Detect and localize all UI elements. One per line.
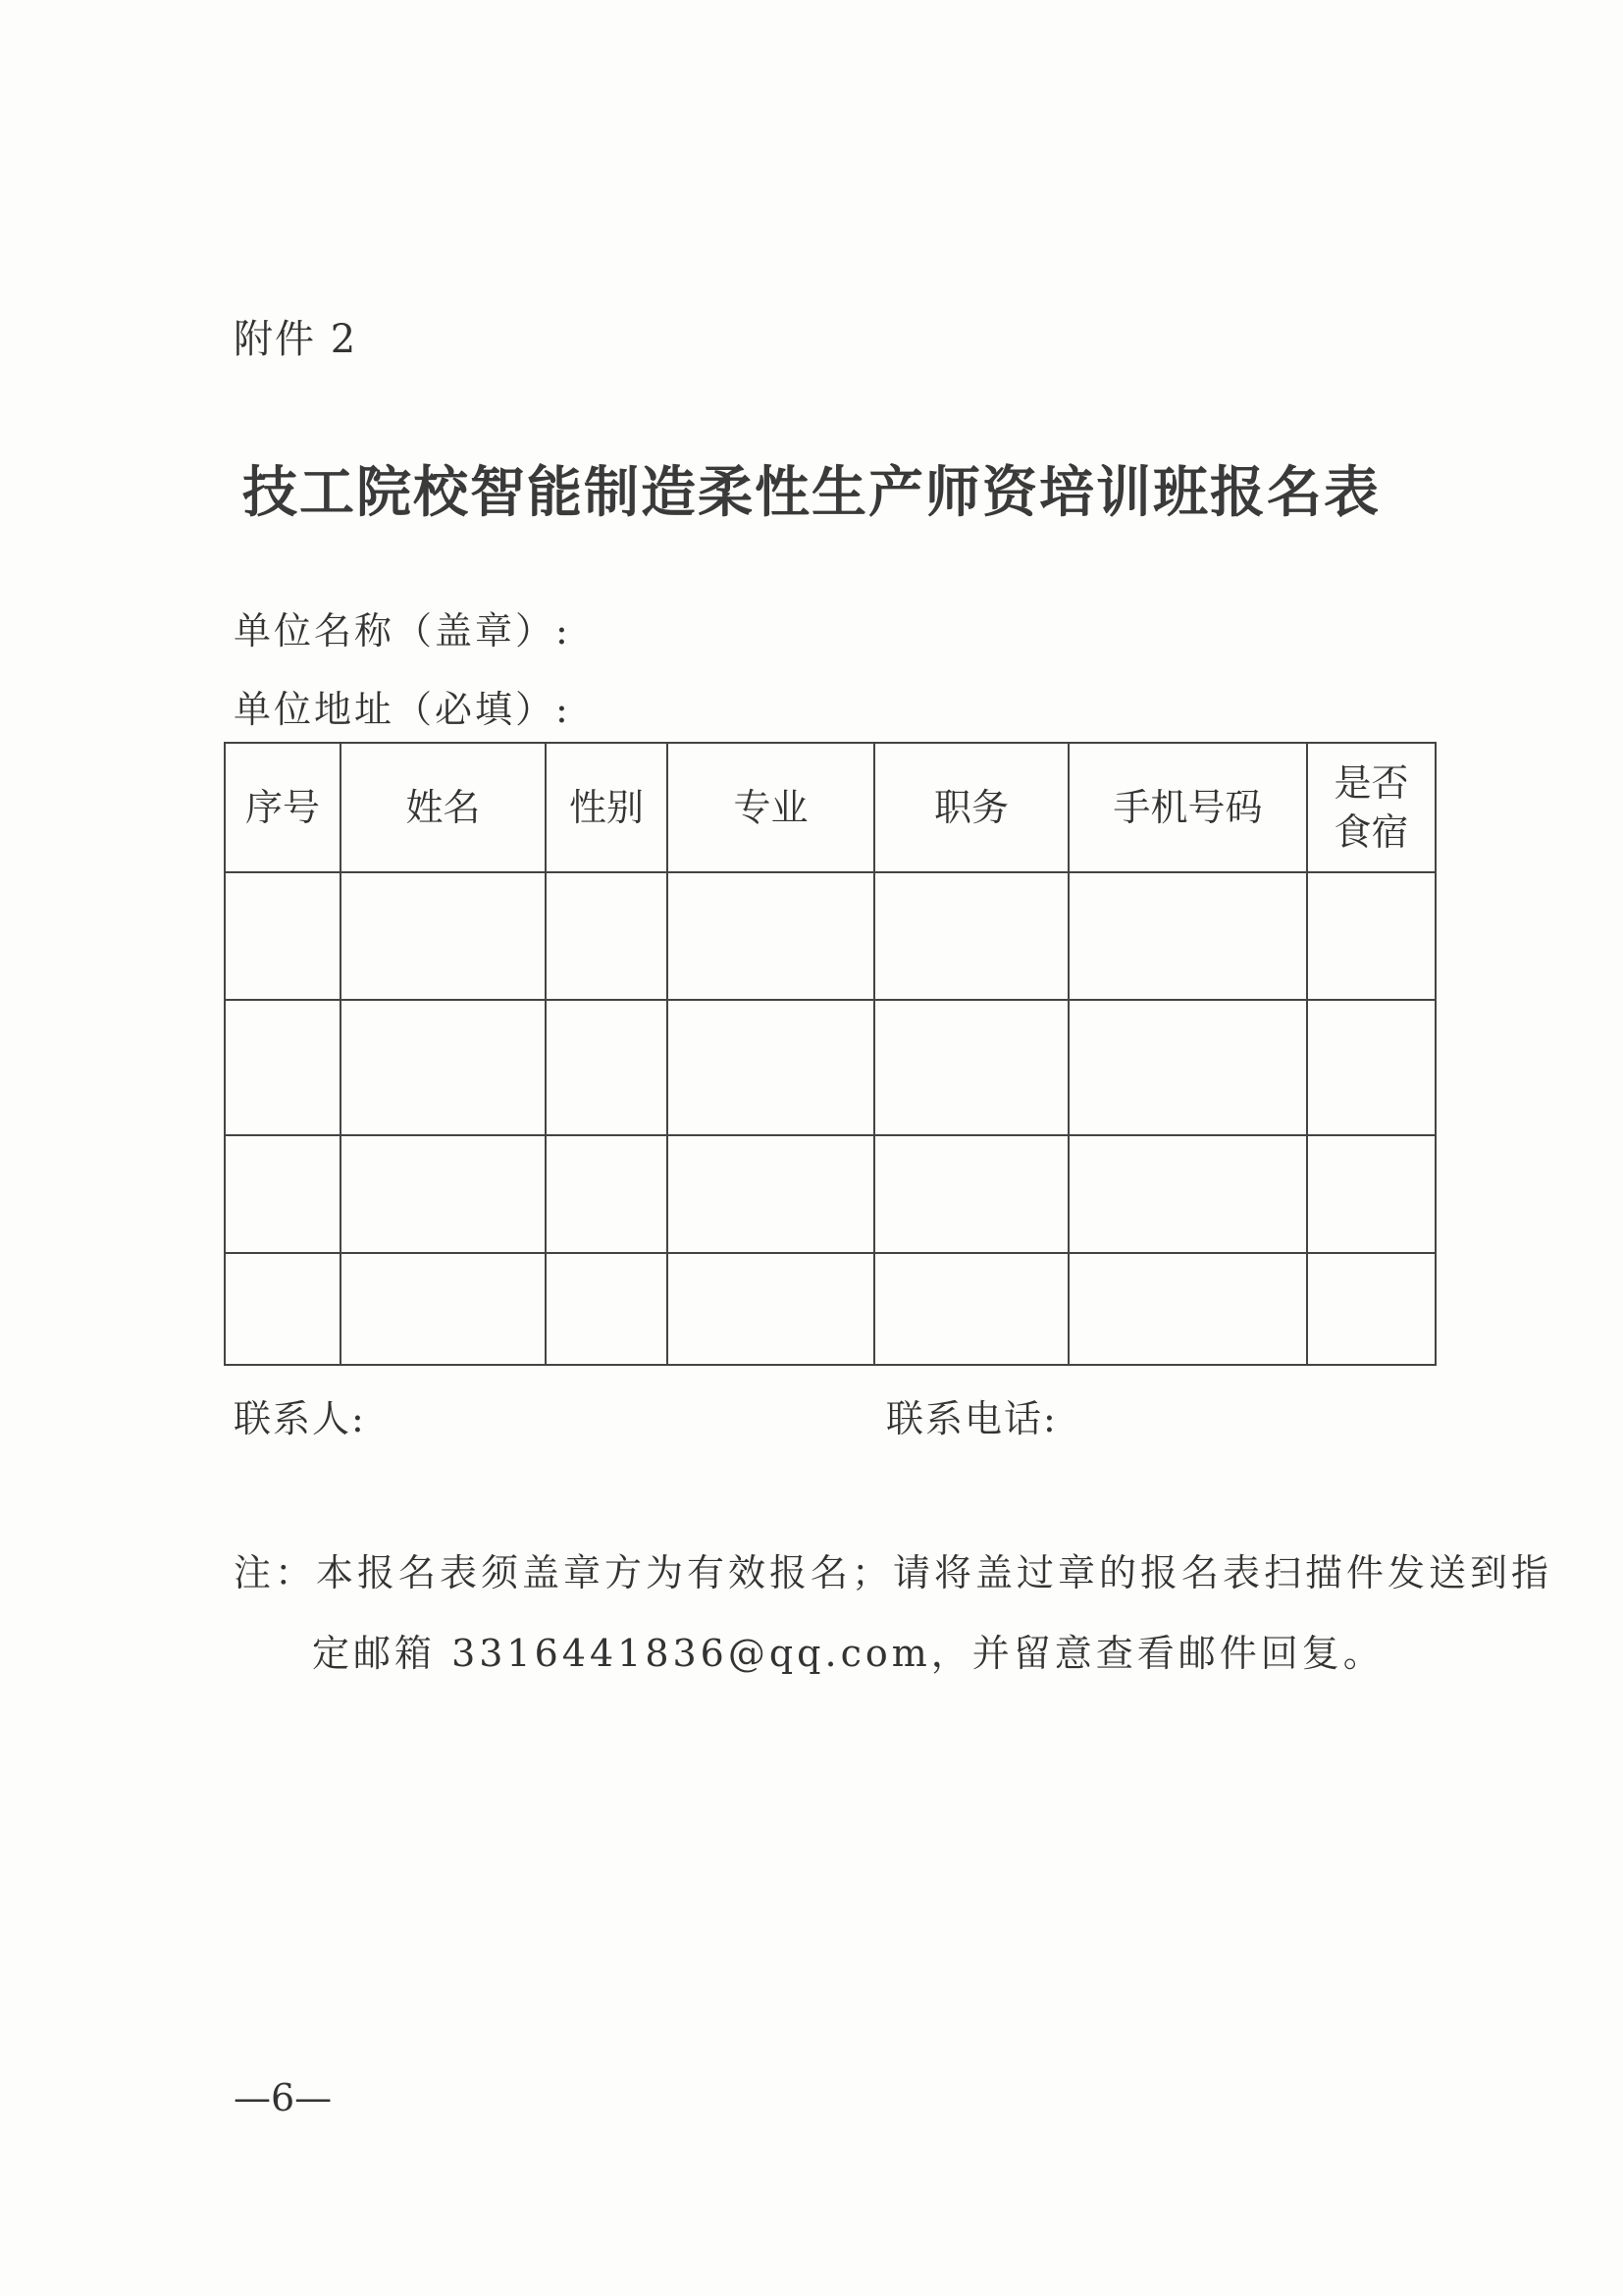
table-cell[interactable] xyxy=(1307,1253,1436,1365)
note-line-2: 定邮箱 3316441836@qq.com，并留意查看邮件回复。 xyxy=(312,1632,1385,1675)
table-cell[interactable] xyxy=(546,1000,667,1135)
page-number: —6— xyxy=(234,2076,333,2119)
table-cell[interactable] xyxy=(340,1000,546,1135)
table-cell[interactable] xyxy=(340,872,546,1000)
table-cell[interactable] xyxy=(874,872,1069,1000)
table-cell[interactable] xyxy=(340,1253,546,1365)
unit-address-label: 单位地址（必填）: xyxy=(234,688,571,731)
header-name: 姓名 xyxy=(340,743,546,872)
table-cell[interactable] xyxy=(667,1253,874,1365)
table-cell[interactable] xyxy=(667,1000,874,1135)
table-row xyxy=(225,872,1436,1000)
table-cell[interactable] xyxy=(340,1135,546,1253)
table-row xyxy=(225,1253,1436,1365)
header-major: 专业 xyxy=(667,743,874,872)
table-row xyxy=(225,1000,1436,1135)
contact-phone-label: 联系电话: xyxy=(886,1397,1058,1440)
table-cell[interactable] xyxy=(225,872,340,1000)
table-cell[interactable] xyxy=(1307,1135,1436,1253)
table-cell[interactable] xyxy=(546,1253,667,1365)
header-serial-number: 序号 xyxy=(225,743,340,872)
table-cell[interactable] xyxy=(874,1253,1069,1365)
table-cell[interactable] xyxy=(225,1253,340,1365)
table-cell[interactable] xyxy=(1069,872,1307,1000)
contact-person-label: 联系人: xyxy=(234,1397,366,1440)
header-gender: 性别 xyxy=(546,743,667,872)
table-cell[interactable] xyxy=(1069,1135,1307,1253)
form-title: 技工院校智能制造柔性生产师资培训班报名表 xyxy=(242,460,1381,525)
unit-name-label: 单位名称（盖章）: xyxy=(234,609,571,652)
header-board-lodging: 是否 食宿 xyxy=(1307,743,1436,872)
table-cell[interactable] xyxy=(546,1135,667,1253)
header-mobile-number: 手机号码 xyxy=(1069,743,1307,872)
table-cell[interactable] xyxy=(1069,1000,1307,1135)
table-header-row xyxy=(225,743,1436,872)
header-position: 职务 xyxy=(874,743,1069,872)
table-cell[interactable] xyxy=(1307,1000,1436,1135)
table-cell[interactable] xyxy=(225,1000,340,1135)
table-cell[interactable] xyxy=(667,1135,874,1253)
note-line-1: 注：本报名表须盖章方为有效报名；请将盖过章的报名表扫描件发送到指 xyxy=(234,1551,1553,1594)
registration-table xyxy=(224,742,1437,1366)
table-cell[interactable] xyxy=(1307,872,1436,1000)
table-cell[interactable] xyxy=(667,872,874,1000)
table-cell[interactable] xyxy=(874,1000,1069,1135)
table-row xyxy=(225,1135,1436,1253)
attachment-label: 附件 2 xyxy=(234,317,358,362)
table-cell[interactable] xyxy=(546,872,667,1000)
table-cell[interactable] xyxy=(1069,1253,1307,1365)
table-cell[interactable] xyxy=(874,1135,1069,1253)
table-cell[interactable] xyxy=(225,1135,340,1253)
